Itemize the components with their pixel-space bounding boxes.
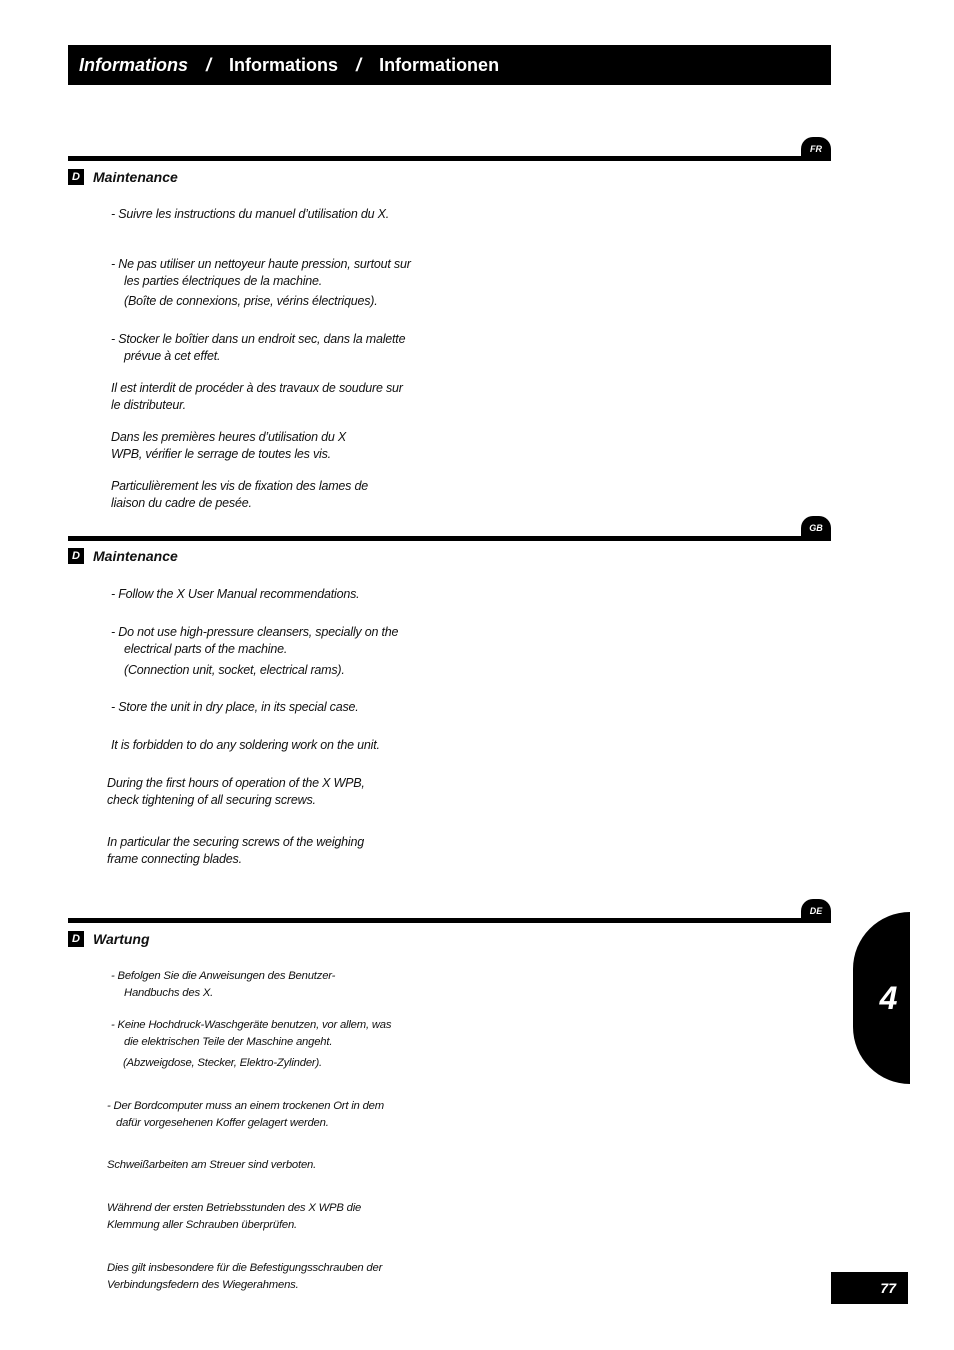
section-title-text: Maintenance xyxy=(93,169,178,185)
fr-paragraph-3: Particulièrement les vis de fixation des lames de liaison du cadre de pesée. xyxy=(111,479,368,510)
fr-item-2: - Ne pas utiliser un nettoyeur haute pression, surtout sur les parties électriques de la machine. xyxy=(111,257,411,288)
section-title-text: Wartung xyxy=(93,931,150,947)
header-separator: / xyxy=(206,54,212,75)
section-title-text: Maintenance xyxy=(93,548,178,564)
fr-paragraph-1: Il est interdit de procéder à des travaux de soudure sur le distributeur. xyxy=(111,381,403,412)
section-title-fr xyxy=(68,169,178,185)
section-badge: D xyxy=(68,548,84,564)
lang-tab-fr: FR xyxy=(801,137,831,161)
gb-item-2: - Do not use high-pressure cleansers, specially on the electrical parts of the machine. xyxy=(111,625,399,656)
section-badge: D xyxy=(68,169,84,185)
lang-tab-gb: GB xyxy=(801,516,831,540)
header-title-fr: Informations xyxy=(79,54,189,75)
lang-tab-de: DE xyxy=(801,899,831,923)
section-title-gb xyxy=(68,548,178,564)
de-item-3: - Der Bordcomputer muss an einem trockenen Ort in dem dafür vorgesehenen Koffer gelagert werden. xyxy=(107,1100,384,1129)
gb-paragraph-2: During the first hours of operation of the X WPB, check tightening of all securing screws. xyxy=(107,776,365,807)
gb-item-3: - Store the unit in dry place, in its special case. xyxy=(111,700,359,714)
header-title-de: Informationen xyxy=(379,54,500,75)
fr-paragraph-2: Dans les premières heures d’utilisation du X WPB, vérifier le serrage de toutes les vis. xyxy=(111,430,347,461)
section-title-de xyxy=(68,931,150,947)
section-badge: D xyxy=(68,931,84,947)
gb-item-1: - Follow the X User Manual recommendations. xyxy=(111,587,360,601)
de-item-1: - Befolgen Sie die Anweisungen des Benutzer-Handbuchs des X. xyxy=(111,970,336,999)
de-item-2-note: (Abzweigdose, Stecker, Elektro-Zylinder). xyxy=(123,1057,322,1069)
fr-item-1: - Suivre les instructions du manuel d’utilisation du X. xyxy=(111,207,390,221)
fr-item-2-note: (Boîte de connexions, prise, vérins électriques). xyxy=(124,294,378,308)
de-item-2: - Keine Hochdruck-Waschgeräte benutzen, vor allem, was die elektrischen Teile der Maschine angeht. xyxy=(111,1019,392,1048)
header-separator: / xyxy=(356,54,362,75)
chapter-tab xyxy=(853,912,910,1084)
header-bar xyxy=(68,45,831,85)
section-rule-de xyxy=(68,918,831,923)
gb-paragraph-3: In particular the securing screws of the weighing frame connecting blades. xyxy=(107,835,365,866)
header-title-gb: Informations xyxy=(229,54,339,75)
gb-item-2-note: (Connection unit, socket, electrical rams). xyxy=(124,663,345,677)
section-rule-fr xyxy=(68,156,831,161)
de-paragraph-1: Schweißarbeiten am Streuer sind verboten. xyxy=(107,1159,317,1171)
gb-paragraph-1: It is forbidden to do any soldering work on the unit. xyxy=(111,738,380,752)
de-paragraph-3: Dies gilt insbesondere für die Befestigungsschrauben der Verbindungsfedern des Wiegerahmens. xyxy=(107,1262,383,1291)
chapter-number: 4 xyxy=(879,979,898,1016)
de-paragraph-2: Während der ersten Betriebsstunden des X WPB die Klemmung aller Schrauben überprüfen. xyxy=(107,1202,362,1231)
section-rule-gb xyxy=(68,536,831,541)
fr-item-3: - Stocker le boîtier dans un endroit sec, dans la malette prévue à cet effet. xyxy=(111,332,406,363)
page-number: 77 xyxy=(831,1272,908,1304)
